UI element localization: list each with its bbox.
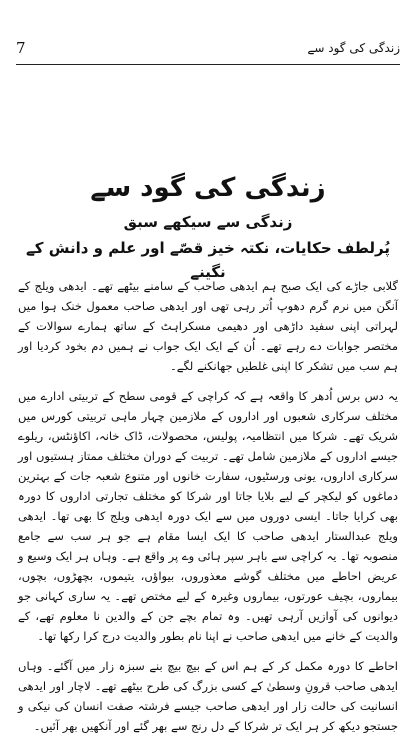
running-title: زندگی کی گود سے: [307, 41, 400, 55]
page-number: 7: [16, 39, 26, 57]
chapter-subtitle: زندگی سے سیکھے سبق: [123, 213, 293, 231]
running-header: [16, 36, 400, 60]
chapter-title: زندگی کی گود سے: [90, 173, 326, 203]
paragraph: گلابی جاڑے کی ایک صبح ہم ایدھی صاحب کے سامنے بیٹھے تھے۔ ایدھی ویلج کے آنگن میں نرم گرم دھوپ اُتر رہی تھی اور ایدھی صاحب معمول خنک ہوا میں لہراتی اپنی سفید داڑھی اور دھیمی مسکراہٹ کے ساتھ ہمارے سوالات کے مختصر جوابات دے رہے تھے۔ اُن کے ایک ایک جواب نے ہمیں دم بخود کردیا اور ہم سب میں تشکر کا اپنی غلطیں جھانکنے لگے۔: [18, 279, 398, 373]
paragraph: احاطے کا دورہ مکمل کر کے ہم اس کے بیچ بیچ بنے سبزہ زار میں آگئے۔ وہاں ایدھی صاحب قرونِ وسطیٰ کے کسی بزرگ کی طرح بیٹھے تھے۔ لاچار اور ایدھی انسانیت کی حالت زار اور ایدھی صاحب جیسے فرشتہ صفت انسان کی نیکی و جستجو دیکھ کر ہر ایک تر شرکا کے دل رنج سے بھر گئے اور آنکھیں بھر آئیں۔: [18, 659, 398, 733]
chapter-title-block: [20, 170, 396, 284]
chapter-tagline: پُرلطف حکایات، نکتہ خیز قصّے اور علم و دانش کے نگینے: [26, 239, 390, 281]
paragraph: یہ دس برس اُدھر کا واقعہ ہے کہ کراچی کے قومی سطح کے تربیتی ادارے میں مختلف سرکاری شعبوں اور اداروں کے ملازمین چہار ماہی تربیتی کورس میں شریک تھے۔ شرکا میں انتظامیہ، پولیس، محصولات، ڈاک خانہ، اکاؤنٹس، ریلوے جیسے اداروں کے ملازمین شامل تھے۔ تربیت کے دوران مختلف ممتاز ہستیوں اور سرکاری اداروں، یونی ورسٹیوں، سفارت خانوں اور متنوع شعبہ جات کے بہترین دماغوں کو لیکچر کے لیے بلایا جاتا اور شرکا کو مختلف تجارتی اداروں کا دورہ بھی کرایا جاتا۔ ایسی دوروں میں سے ایک دورہ ایدھی ویلج کا بھی تھا۔ ایدھی ویلج عبدالستار ایدھی صاحب کا ایک ایسا مقام ہے جو ہر سب سے جامع منصوبہ تھا۔ یہ کراچی سے باہر سپر ہائی وے پر واقع ہے۔ وہاں ہر ایک وسیع و عریض احاطے میں مختلف گوشے معذوروں، بیواؤں، یتیموں، بچھڑوں، بچوں، بیماروں، بچیف عورتوں، بیماروں وغیرہ کے لیے مختص تھے۔ یہ ساری کہانی جو دیوانوں کی آوازیں آرہی تھیں۔ وہ تمام بچے جن کے والدین نا معلوم تھے، کے والدیت کے خانے میں ایدھی صاحب نے اپنا نام بطور والدیت درج کرا رکھا تھا۔: [18, 389, 398, 643]
header-divider: [16, 64, 400, 65]
body-text: [18, 276, 398, 746]
